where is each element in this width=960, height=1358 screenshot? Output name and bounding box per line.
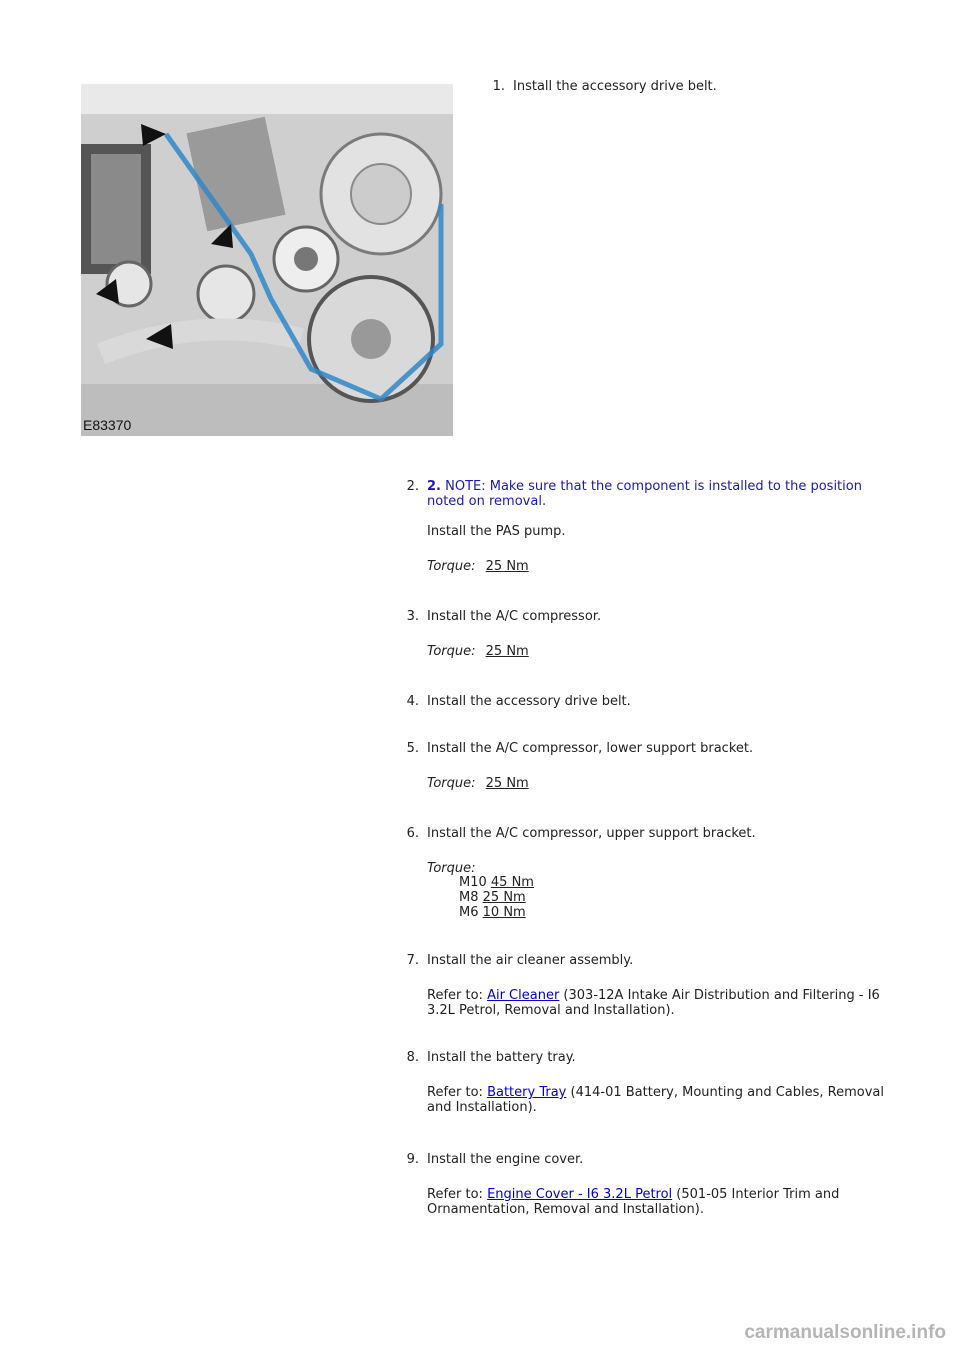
step-text: Install the engine cover. (427, 1152, 584, 1167)
refer-label: Refer to: (427, 988, 483, 1003)
torque-value: 10 Nm (482, 905, 526, 920)
air-cleaner-link[interactable]: Air Cleaner (487, 988, 560, 1003)
step-number: 1. (492, 79, 505, 94)
reference-details: (414-01 Battery, Mounting and Cables, Removal and Installation). (427, 1085, 884, 1115)
step-text: Install the accessory drive belt. (513, 79, 717, 94)
torque-value: 25 Nm (482, 890, 526, 905)
step-number: 9. (406, 1152, 419, 1167)
step-text: Install the battery tray. (427, 1050, 576, 1065)
torque-label: Torque: (427, 644, 476, 659)
torque-size: M10 (459, 875, 487, 890)
torque-label: Torque: (427, 861, 476, 876)
reference-details: (303-12A Intake Air Distribution and Filtering - I6 3.2L Petrol, Removal and Installation). (427, 988, 880, 1018)
step-number: 5. (406, 741, 419, 756)
torque-row (427, 776, 897, 791)
step-number: 6. (406, 826, 419, 841)
step-number: 4. (406, 694, 419, 709)
step-number: 8. (406, 1050, 419, 1065)
torque-value: 45 Nm (490, 875, 534, 890)
torque-size: M8 (459, 890, 479, 905)
engine-drawing (81, 84, 453, 436)
torque-label: Torque: (427, 559, 476, 574)
torque-row (459, 875, 929, 890)
step-number: 2. (406, 479, 419, 494)
reference-details: (501-05 Interior Trim and Ornamentation, Removal and Installation). (427, 1187, 840, 1217)
torque-row (459, 905, 929, 920)
refer-label: Refer to: (427, 1187, 483, 1202)
watermark: carmanualsonline.info (744, 1322, 946, 1343)
step-note (427, 479, 897, 509)
torque-row (427, 559, 897, 574)
step-text: Install the PAS pump. (427, 524, 566, 539)
figure-id: E83370 (83, 417, 132, 433)
torque-value: 25 Nm (485, 644, 529, 659)
torque-value: 25 Nm (485, 559, 529, 574)
step-text: Install the A/C compressor. (427, 609, 602, 624)
note-text: NOTE: Make sure that the component is installed to the position noted on removal. (427, 479, 862, 509)
step-number: 3. (406, 609, 419, 624)
step-text: Install the accessory drive belt. (427, 694, 631, 709)
step-text: Install the A/C compressor, lower support bracket. (427, 741, 754, 756)
torque-value: 25 Nm (485, 776, 529, 791)
refer-label: Refer to: (427, 1085, 483, 1100)
reference (427, 1187, 897, 1217)
engine-cover-link[interactable]: Engine Cover - I6 3.2L Petrol (487, 1187, 673, 1202)
step-text: Install the air cleaner assembly. (427, 953, 634, 968)
step-number: 7. (406, 953, 419, 968)
note-number: 2. (427, 479, 441, 494)
torque-row (459, 890, 929, 905)
engine-illustration (81, 84, 453, 436)
torque-size: M6 (459, 905, 479, 920)
battery-tray-link[interactable]: Battery Tray (487, 1085, 567, 1100)
torque-label: Torque: (427, 776, 476, 791)
reference (427, 1085, 897, 1115)
reference (427, 988, 897, 1018)
torque-row (427, 644, 897, 659)
step-text: Install the A/C compressor, upper support bracket. (427, 826, 756, 841)
